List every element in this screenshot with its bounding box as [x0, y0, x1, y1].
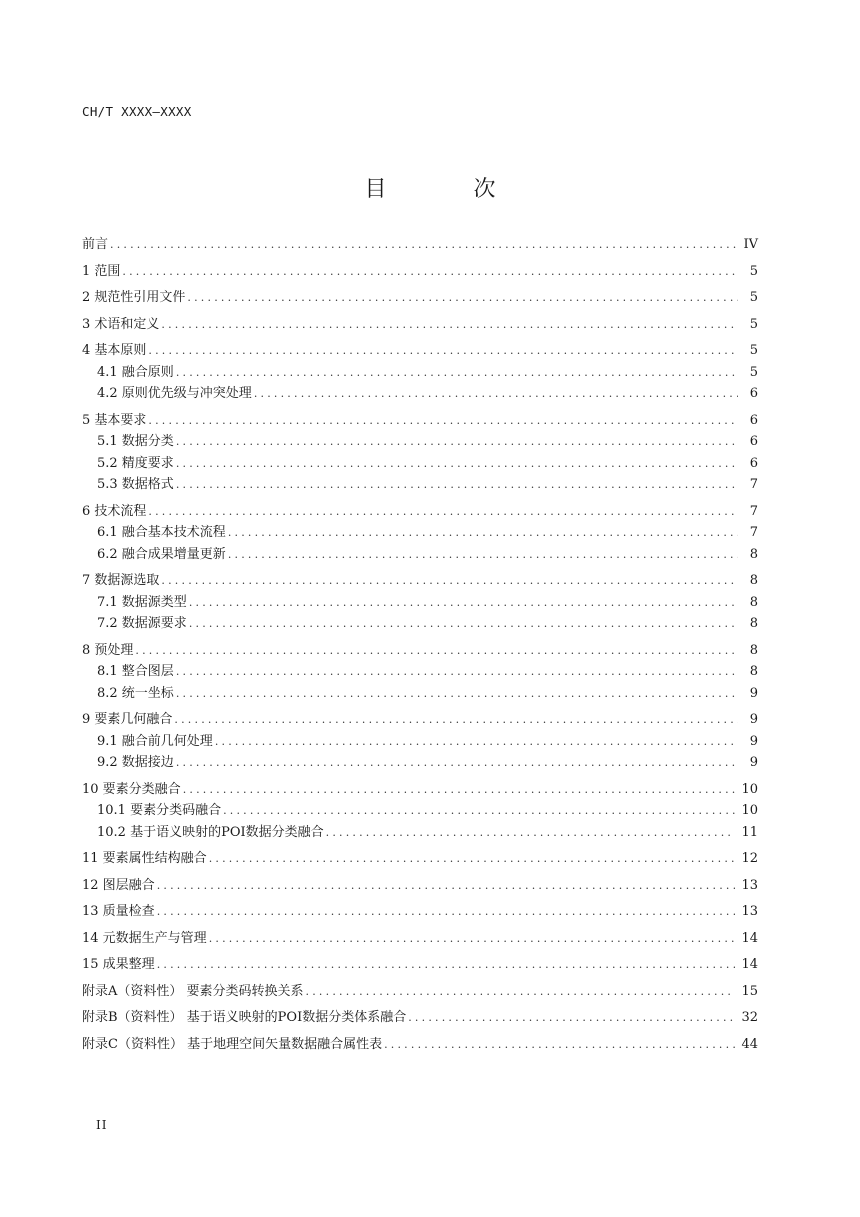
toc-entry-label: 10.2 基于语义映射的POI数据分类融合: [97, 824, 324, 840]
toc-leader-dots: [209, 848, 736, 870]
toc-entry-page: 13: [741, 877, 758, 893]
toc-entry-page: 5: [749, 290, 758, 305]
toc-entry[interactable]: [82, 848, 758, 870]
toc-entry-label: 9.2 数据接边: [97, 755, 174, 770]
toc-leader-dots: [176, 431, 738, 453]
toc-entry[interactable]: [82, 453, 758, 475]
toc-entry[interactable]: [82, 340, 758, 362]
toc-entry-page: 8: [749, 573, 758, 588]
toc-entry[interactable]: [82, 875, 758, 897]
document-code: CH/T XXXX—XXXX: [82, 104, 192, 119]
toc-entry-label: 4.1 融合原则: [97, 364, 174, 380]
toc-entry-label: 13 质量检查: [82, 904, 155, 919]
toc-leader-dots: [254, 383, 738, 405]
toc-entry[interactable]: [82, 1034, 758, 1056]
toc-entry[interactable]: [82, 234, 758, 256]
toc-leader-dots: [161, 314, 738, 336]
toc-entry-page: 8: [749, 642, 758, 658]
toc-leader-dots: [157, 901, 736, 923]
toc-entry-label: 6.1 融合基本技术流程: [97, 525, 226, 540]
toc-leader-dots: [189, 592, 738, 614]
toc-entry[interactable]: [82, 261, 758, 283]
toc-entry-label: 4.2 原则优先级与冲突处理: [97, 386, 252, 401]
toc-leader-dots: [176, 453, 738, 475]
toc-leader-dots: [176, 752, 738, 774]
toc-entry[interactable]: [82, 800, 758, 822]
toc-entry-page: 5: [749, 263, 758, 279]
toc-leader-dots: [157, 954, 736, 976]
toc-title: 目 次: [364, 177, 536, 202]
toc-entry[interactable]: [82, 383, 758, 405]
toc-entry-page: 8: [749, 594, 758, 610]
toc-entry[interactable]: [82, 362, 758, 384]
toc-entry[interactable]: [82, 901, 758, 923]
toc-entry-label: 5.3 数据格式: [97, 477, 174, 492]
toc-leader-dots: [215, 731, 738, 753]
toc-entry-label: 8.2 统一坐标: [97, 685, 174, 701]
toc-leader-dots: [176, 683, 738, 705]
toc-entry-page: 5: [749, 343, 758, 358]
toc-leader-dots: [187, 287, 738, 309]
toc-entry-page: 12: [741, 851, 758, 866]
toc-entry[interactable]: [82, 709, 758, 731]
toc-entry-page: 32: [741, 1010, 758, 1025]
toc-entry-page: 15: [741, 983, 758, 999]
toc-entry[interactable]: [82, 501, 758, 523]
toc-entry[interactable]: [82, 683, 758, 705]
toc-leader-dots: [228, 544, 738, 566]
toc-entry-label: 6 技术流程: [82, 503, 147, 519]
toc-entry-page: 11: [741, 824, 758, 840]
toc-entry[interactable]: [82, 661, 758, 683]
toc-leader-dots: [223, 800, 735, 822]
table-of-contents: [82, 234, 758, 1055]
toc-entry[interactable]: [82, 544, 758, 566]
toc-entry-page: 10: [741, 803, 758, 818]
toc-entry-label: 12 图层融合: [82, 877, 155, 893]
toc-entry-label: 2 规范性引用文件: [82, 290, 186, 305]
toc-leader-dots: [161, 570, 738, 592]
toc-entry[interactable]: [82, 640, 758, 662]
toc-leader-dots: [110, 234, 737, 256]
toc-entry-label: 9.1 融合前几何处理: [97, 733, 213, 749]
toc-entry-page: 6: [749, 386, 758, 401]
toc-entry[interactable]: [82, 522, 758, 544]
toc-entry-page: 8: [749, 616, 758, 631]
toc-entry-page: 7: [749, 525, 758, 540]
toc-leader-dots: [135, 640, 738, 662]
toc-entry-page: 5: [749, 316, 758, 332]
page-number: II: [96, 1118, 108, 1132]
toc-entry-label: 7.2 数据源要求: [97, 616, 187, 631]
toc-entry-label: 9 要素几何融合: [82, 712, 173, 727]
toc-entry-label: 11 要素属性结构融合: [82, 851, 207, 866]
toc-leader-dots: [122, 261, 738, 283]
toc-entry-page: 9: [749, 755, 758, 770]
toc-entry-page: 9: [749, 685, 758, 701]
toc-entry[interactable]: [82, 1007, 758, 1029]
toc-entry-page: 9: [749, 733, 758, 749]
toc-leader-dots: [306, 981, 736, 1003]
toc-entry-label: 前言: [82, 237, 109, 252]
toc-entry[interactable]: [82, 981, 758, 1003]
toc-entry-label: 5 基本要求: [82, 412, 147, 428]
toc-entry-label: 附录A（资料性） 要素分类码转换关系: [82, 983, 304, 999]
toc-entry-label: 8.1 整合图层: [97, 664, 174, 679]
toc-entry[interactable]: [82, 613, 758, 635]
toc-entry-page: 10: [741, 781, 758, 797]
toc-entry[interactable]: [82, 410, 758, 432]
toc-entry-page: 7: [749, 503, 758, 519]
toc-entry-label: 5.1 数据分类: [97, 434, 174, 449]
toc-entry-page: 7: [749, 477, 758, 492]
toc-entry[interactable]: [82, 431, 758, 453]
toc-entry-page: 8: [749, 664, 758, 679]
toc-entry[interactable]: [82, 752, 758, 774]
toc-leader-dots: [148, 410, 738, 432]
toc-entry[interactable]: [82, 314, 758, 336]
toc-entry-label: 7.1 数据源类型: [97, 594, 187, 610]
toc-entry-label: 15 成果整理: [82, 957, 155, 972]
toc-entry[interactable]: [82, 592, 758, 614]
toc-entry-label: 1 范围: [82, 263, 121, 279]
toc-leader-dots: [148, 340, 738, 362]
toc-entry-page: 44: [741, 1036, 758, 1052]
toc-entry[interactable]: [82, 954, 758, 976]
toc-entry-label: 5.2 精度要求: [97, 455, 174, 471]
toc-entry-label: 3 术语和定义: [82, 316, 160, 332]
toc-entry-label: 附录C（资料性） 基于地理空间矢量数据融合属性表: [82, 1036, 383, 1052]
toc-entry[interactable]: [82, 928, 758, 950]
toc-entry-label: 14 元数据生产与管理: [82, 930, 207, 946]
toc-entry[interactable]: [82, 822, 758, 844]
toc-entry-page: 6: [749, 434, 758, 449]
toc-entry-page: 9: [749, 712, 758, 727]
toc-entry-label: 附录B（资料性） 基于语义映射的POI数据分类体系融合: [82, 1010, 407, 1025]
toc-leader-dots: [174, 709, 738, 731]
toc-entry-page: IV: [743, 237, 758, 252]
toc-entry-page: 14: [741, 957, 758, 972]
toc-leader-dots: [176, 661, 738, 683]
toc-leader-dots: [183, 779, 736, 801]
toc-leader-dots: [176, 362, 738, 384]
toc-entry-page: 6: [749, 455, 758, 471]
toc-leader-dots: [408, 1007, 735, 1029]
toc-leader-dots: [209, 928, 736, 950]
toc-entry-label: 8 预处理: [82, 642, 134, 658]
toc-entry-label: 6.2 融合成果增量更新: [97, 546, 226, 562]
toc-leader-dots: [157, 875, 736, 897]
toc-entry[interactable]: [82, 287, 758, 309]
toc-entry-label: 10 要素分类融合: [82, 781, 181, 797]
toc-leader-dots: [326, 822, 736, 844]
toc-entry-label: 4 基本原则: [82, 343, 147, 358]
toc-entry-page: 14: [741, 930, 758, 946]
toc-leader-dots: [384, 1034, 735, 1056]
toc-entry-label: 10.1 要素分类码融合: [97, 803, 222, 818]
toc-entry-page: 5: [749, 364, 758, 380]
toc-entry[interactable]: [82, 731, 758, 753]
toc-entry[interactable]: [82, 779, 758, 801]
toc-entry-page: 6: [749, 412, 758, 428]
toc-leader-dots: [228, 522, 738, 544]
toc-leader-dots: [176, 474, 738, 496]
toc-entry[interactable]: [82, 474, 758, 496]
toc-leader-dots: [148, 501, 738, 523]
toc-leader-dots: [189, 613, 738, 635]
toc-entry-label: 7 数据源选取: [82, 573, 160, 588]
toc-entry-page: 8: [749, 546, 758, 562]
toc-entry-page: 13: [741, 904, 758, 919]
toc-entry[interactable]: [82, 570, 758, 592]
